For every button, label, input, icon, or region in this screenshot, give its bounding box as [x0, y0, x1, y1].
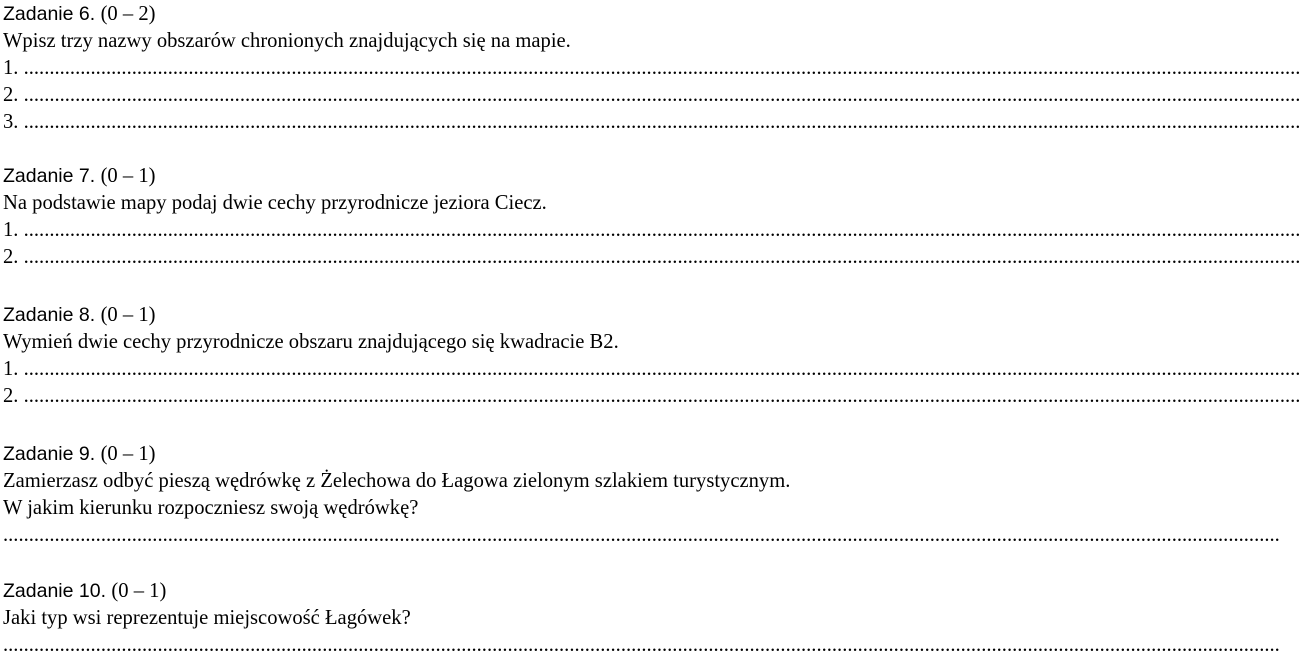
task-6-question: Wpisz trzy nazwy obszarów chronionych znajdujących się na mapie. — [3, 30, 571, 52]
answer-dots: ........................................................................................................................................................................................................................................................ — [3, 634, 1280, 656]
answer-dots: ........................................................................................................................................................................................................................................................ — [23, 57, 1300, 79]
task-7-answer-2[interactable] — [3, 244, 1300, 271]
answer-number: 2. — [3, 385, 24, 407]
task-9-heading — [3, 441, 155, 468]
answer-number: 1. — [3, 219, 24, 241]
answer-dots: ........................................................................................................................................................................................................................................................ — [3, 524, 1280, 546]
task-7-question: Na podstawie mapy podaj dwie cechy przyrodnicze jeziora Ciecz. — [3, 192, 547, 214]
task-10-answer[interactable] — [3, 632, 1280, 659]
answer-dots: ........................................................................................................................................................................................................................................................ — [23, 111, 1300, 133]
answer-dots: ........................................................................................................................................................................................................................................................ — [23, 246, 1300, 268]
task-8-points: (0 – 1) — [100, 304, 156, 326]
task-6-answer-1[interactable] — [3, 55, 1300, 82]
task-10-title: Zadanie 10. — [3, 580, 106, 602]
task-6-answer-2[interactable] — [3, 82, 1300, 109]
task-7-heading — [3, 163, 155, 190]
task-9-points: (0 – 1) — [100, 443, 156, 465]
answer-dots: ........................................................................................................................................................................................................................................................ — [23, 219, 1300, 241]
task-8-answer-1[interactable] — [3, 356, 1300, 383]
answer-dots: ........................................................................................................................................................................................................................................................ — [23, 385, 1300, 407]
task-9-question-line-2: W jakim kierunku rozpoczniesz swoją wędrówkę? — [3, 497, 419, 519]
task-10-heading — [3, 578, 166, 605]
answer-dots: ........................................................................................................................................................................................................................................................ — [23, 358, 1300, 380]
task-7-title: Zadanie 7. — [3, 165, 96, 187]
task-8-question: Wymień dwie cechy przyrodnicze obszaru znajdującego się kwadracie B2. — [3, 331, 619, 353]
task-10-points: (0 – 1) — [111, 580, 167, 602]
task-6-title: Zadanie 6. — [3, 3, 96, 25]
task-7-answer-1[interactable] — [3, 217, 1300, 244]
task-8-title: Zadanie 8. — [3, 304, 96, 326]
task-8-answer-2[interactable] — [3, 383, 1300, 410]
task-9-answer[interactable] — [3, 522, 1280, 549]
task-6-points: (0 – 2) — [100, 3, 156, 25]
answer-dots: ........................................................................................................................................................................................................................................................ — [23, 84, 1300, 106]
answer-number: 2. — [3, 84, 24, 106]
task-10-question: Jaki typ wsi reprezentuje miejscowość Łagówek? — [3, 607, 411, 629]
task-6-answer-3[interactable] — [3, 109, 1300, 136]
task-9-question-line-1: Zamierzasz odbyć pieszą wędrówkę z Żelechowa do Łagowa zielonym szlakiem turystycznym. — [3, 470, 791, 492]
task-6-heading — [3, 1, 155, 28]
answer-number: 1. — [3, 57, 24, 79]
answer-number: 3. — [3, 111, 24, 133]
answer-number: 1. — [3, 358, 24, 380]
answer-number: 2. — [3, 246, 24, 268]
task-8-heading — [3, 302, 155, 329]
task-7-points: (0 – 1) — [100, 165, 156, 187]
task-9-title: Zadanie 9. — [3, 443, 96, 465]
